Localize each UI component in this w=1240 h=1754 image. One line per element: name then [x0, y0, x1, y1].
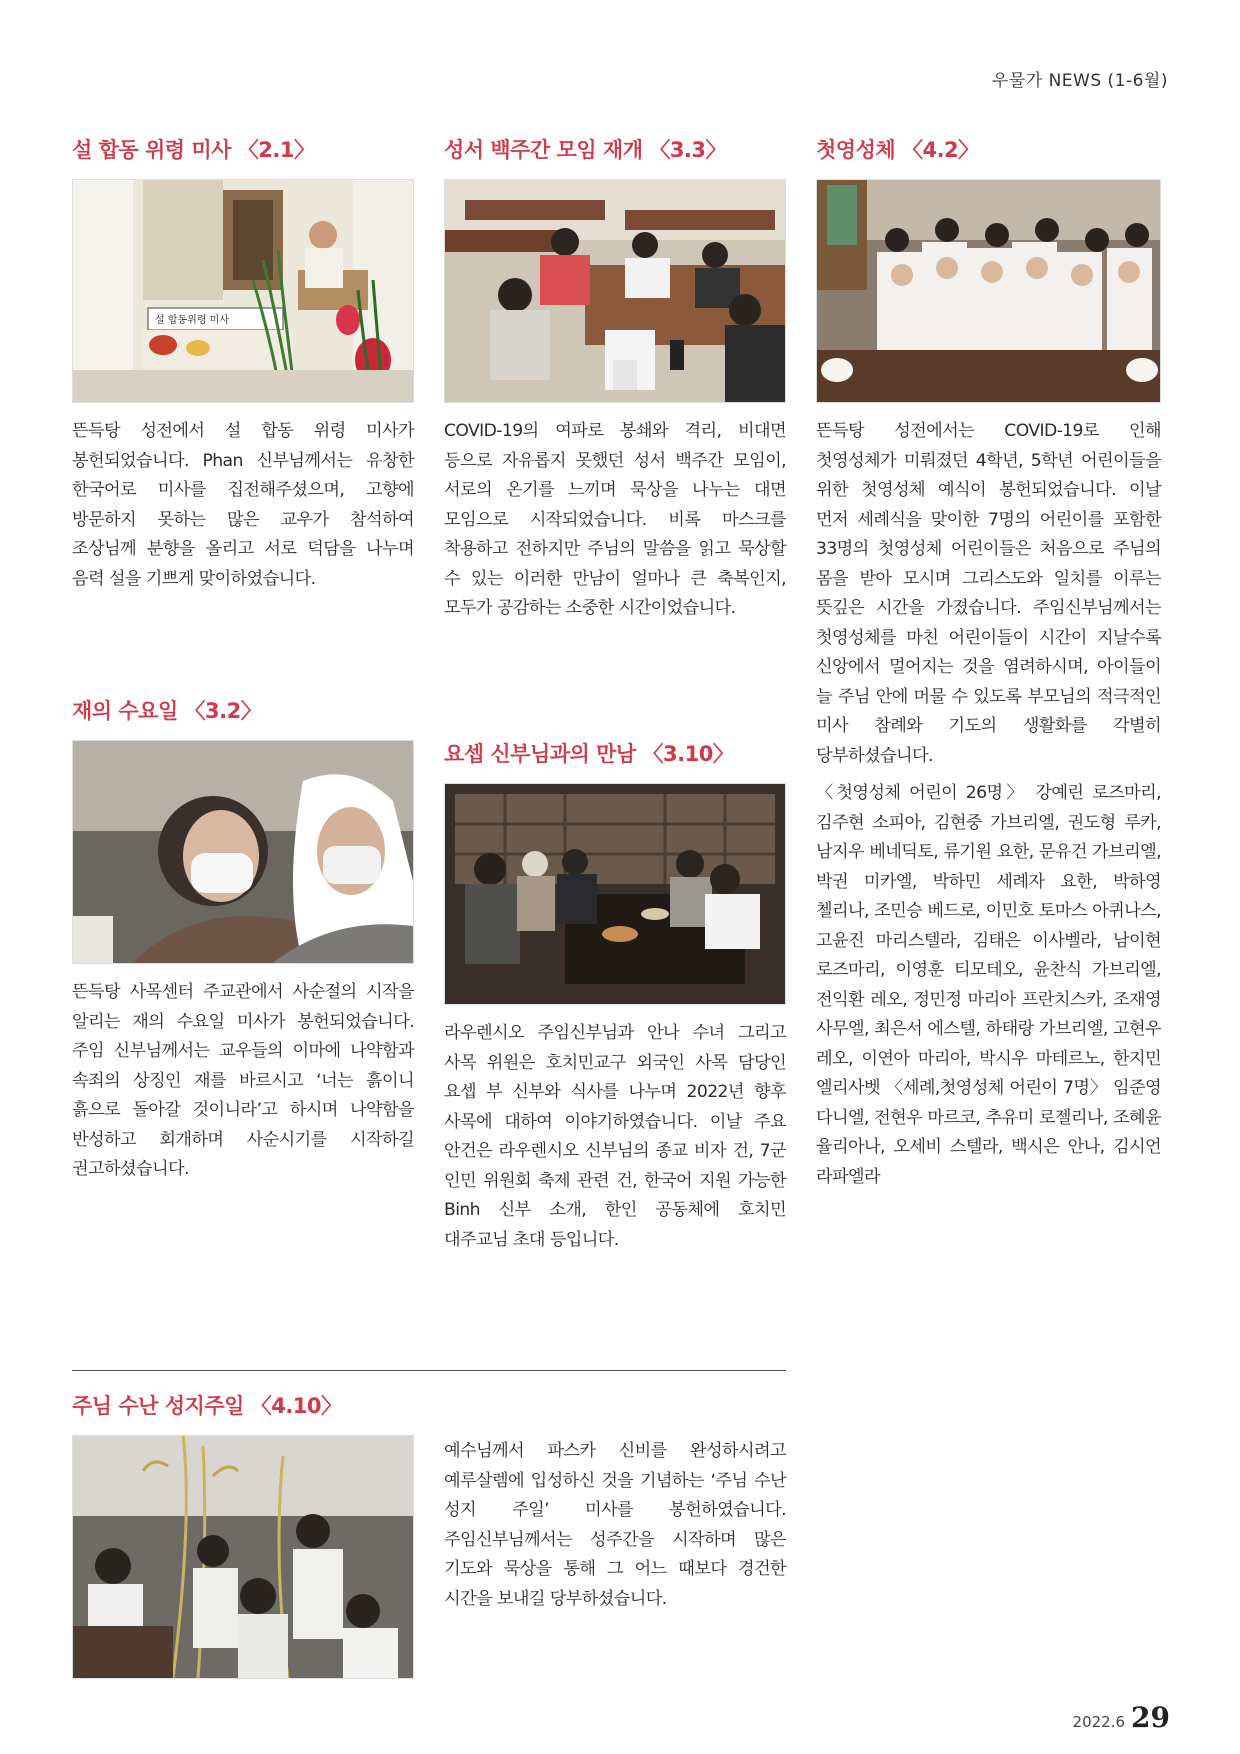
article-title: 재의 수요일 〈3.2〉: [72, 699, 262, 723]
photo-palm-sunday: [72, 1435, 414, 1679]
communion-names: [816, 779, 1161, 1192]
section-divider: [72, 1370, 786, 1371]
article-lunar: [72, 134, 414, 594]
article-title: 첫영성체 〈4.2〉: [816, 138, 979, 162]
photo-joseph-meeting: [444, 783, 786, 1005]
article-body: 예수님께서 파스카 신비를 완성하시려고 예루살렘에 입성하신 것을 기념하는 ‘주님 수난 성지 주일’ 미사를 봉헌하였습니다. 주임신부님께서는 성주간을 시작하며 많은 기도와 묵상을 통해 그 어느 때보다 경건한 시간을 보내길 당부하셨습니다.: [444, 1441, 786, 1609]
photo-ash-wednesday: [72, 740, 414, 964]
article-joseph: [444, 738, 786, 1255]
names-heading: 〈첫영성체 어린이 26명〉: [816, 783, 1027, 803]
article-title: 요셉 신부님과의 만남 〈3.10〉: [444, 742, 734, 766]
article-bible: [444, 134, 786, 624]
article-communion: [816, 134, 1161, 1192]
names2-list: 임준영 다니엘, 전현우 마르코, 추유미 로젤리나, 조혜윤 율리아나, 오세비 스텔라, 백시은 안나, 김시언 라파엘라: [816, 1078, 1161, 1187]
article-palm: [72, 1390, 414, 1679]
article-title: 성서 백주간 모임 재개 〈3.3〉: [444, 138, 727, 162]
section-header: 우물가 NEWS (1-6월): [991, 71, 1168, 91]
photo-first-communion: [816, 179, 1161, 403]
page-number: 29: [1131, 1701, 1170, 1734]
article-palm-text: [444, 1437, 786, 1614]
article-title: 설 합동 위령 미사 〈2.1〉: [72, 138, 315, 162]
altar-banner: 설 합동위령 미사: [155, 315, 229, 326]
article-body: COVID-19의 여파로 봉쇄와 격리, 비대면 등으로 자유롭지 못했던 성서 백주간 모임이, 서로의 온기를 느끼며 묵상을 나누는 대면 모임으로 시작되었습니다. 비록 마스크를 착용하고 전하지만 주님의 말씀을 읽고 묵상할 수 있는 이러한 만남이 얼마나 큰 축복인지, 모두가 공감하는 소중한 시간이었습니다.: [444, 421, 786, 618]
photo-bible-study: [444, 179, 786, 403]
article-body: 뜬득탕 성전에서 설 합동 위령 미사가 봉헌되었습니다. Phan 신부님께서는 유창한 한국어로 미사를 집전해주셨으며, 고향에 방문하지 못하는 많은 교우가 참석하여 조상님께 분향을 올리고 서로 덕담을 나누며 음력 설을 기쁘게 맞이하였습니다.: [72, 421, 414, 589]
issue-date: 2022.6: [1072, 1713, 1126, 1731]
names2-heading: 〈세례,첫영성체 어린이 7명〉: [885, 1078, 1108, 1098]
article-body: 라우렌시오 주임신부님과 안나 수녀 그리고 사목 위원은 호치민교구 외국인 사목 담당인 요셉 부 신부와 식사를 나누며 2022년 향후 사목에 대하여 이야기하였습니다. 이날 주요 안건은 라우렌시오 신부님의 종교 비자 건, 7군 인민 위원회 축제 관련 건, 한국어 지원 가능한 Binh 신부 소개, 한인 공동체에 호치민 대주교님 초대 등입니다.: [444, 1023, 786, 1250]
names-list: 강예린 로즈마리, 김주현 소피아, 김현중 가브리엘, 권도형 루카, 남지우 베네딕토, 류기원 요한, 문유건 가브리엘, 박권 미카엘, 박하민 세례자 요한, 박하영 첼리나, 조민승 베드로, 이민호 토마스 아퀴나스, 고윤진 마리스텔라, 김태은 이사벨라, 남이현 로즈마리, 이영훈 티모테오, 윤찬식 가브리엘, 전익환 레오, 정민정 마리아 프란치스카, 조재영 사무엘, 최은서 에스텔, 하태랑 가브리엘, 고현우 레오, 이연아 마리아, 박시우 마테르노, 한지민 엘리사벳: [816, 783, 1161, 1098]
article-title: 주님 수난 성지주일 〈4.10〉: [72, 1394, 342, 1418]
photo-lunar-mass: [72, 179, 414, 403]
article-ash: [72, 695, 414, 1185]
article-body: 뜬득탕 사목센터 주교관에서 사순절의 시작을 알리는 재의 수요일 미사가 봉헌되었습니다. 주임 신부님께서는 교우들의 이마에 나약함과 속죄의 상징인 재를 바르시고 ‘너는 흙이니 흙으로 돌아갈 것이니라’고 하시며 나약함을 반성하고 회개하며 사순시기를 시작하길 권고하셨습니다.: [72, 982, 414, 1179]
article-body: 뜬득탕 성전에서는 COVID-19로 인해 첫영성체가 미뤄졌던 4학년, 5학년 어린이들을 위한 첫영성체 예식이 봉헌되었습니다. 이날 먼저 세례식을 맞이한 7명의 어린이를 포함한 33명의 첫영성체 어린이들은 처음으로 주님의 몸을 받아 모시며 그리스도와 일치를 이루는 뜻깊은 시간을 가졌습니다. 주임신부님께서는 첫영성체를 마친 어린이들이 시간이 지날수록 신앙에서 멀어지는 것을 염려하시며, 아이들이 늘 주님 안에 머물 수 있도록 부모님의 적극적인 미사 참례와 기도의 생활화를 각별히 당부하셨습니다.: [816, 421, 1161, 766]
page-footer: [1073, 1701, 1170, 1734]
